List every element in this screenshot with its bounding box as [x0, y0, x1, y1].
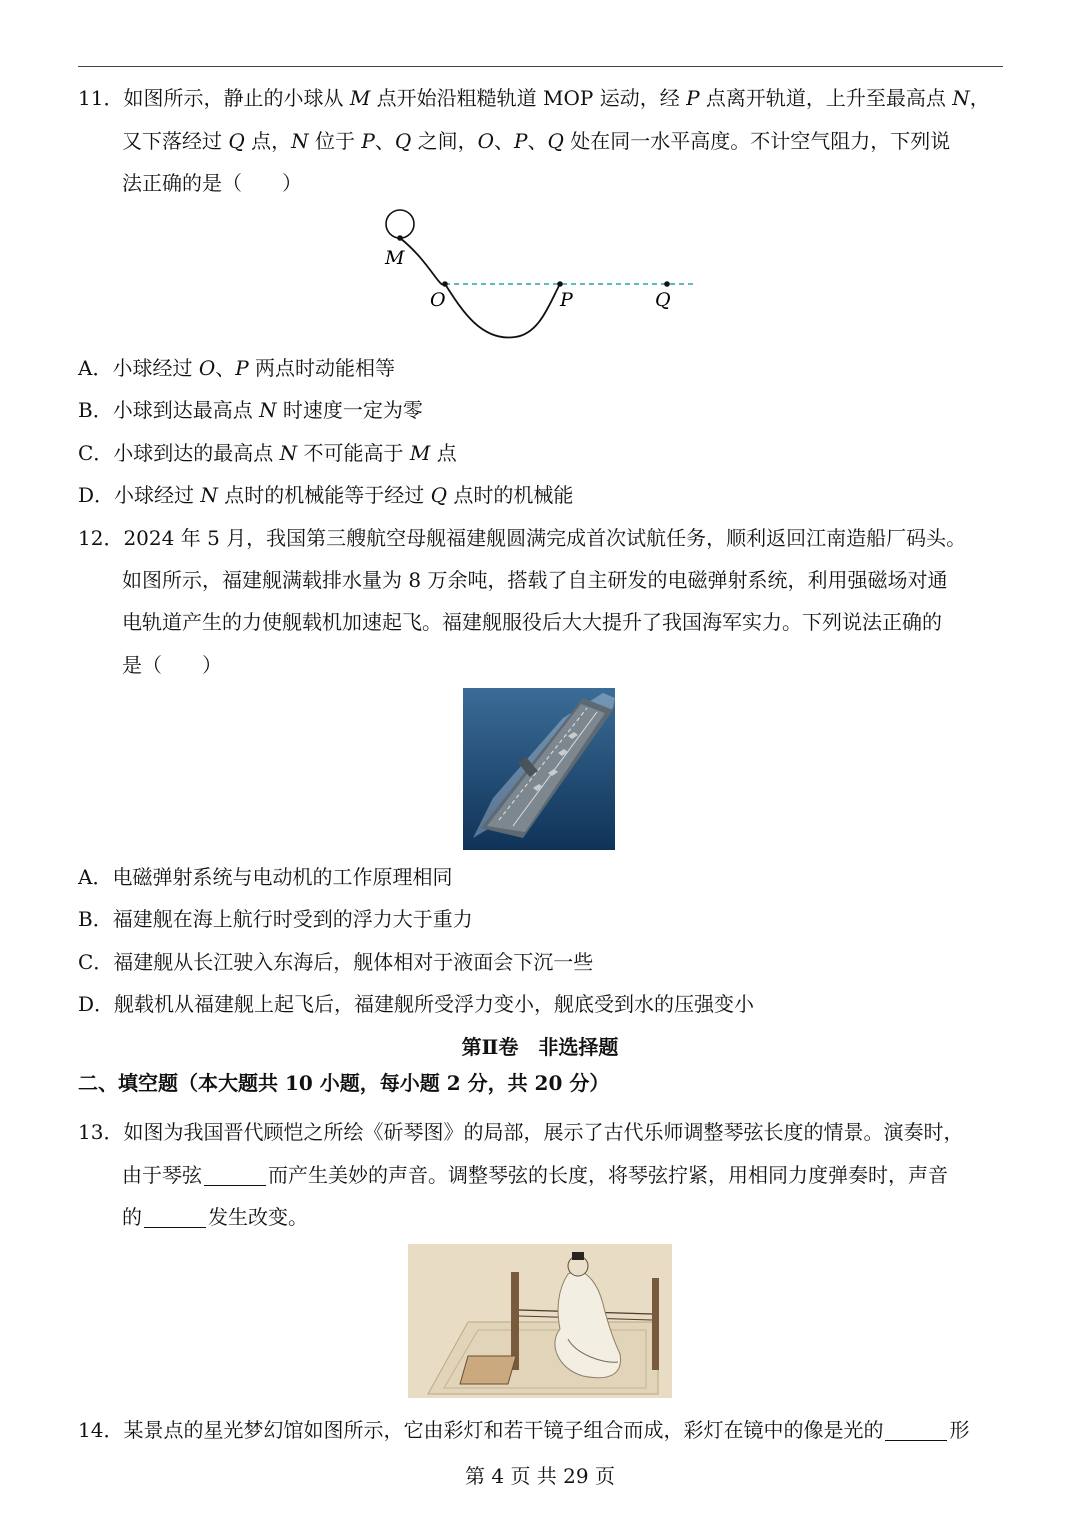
- q12-option-b: B．福建舰在海上航行时受到的浮力大于重力: [78, 907, 473, 931]
- q13-text-2b: 而产生美妙的声音。调整琴弦的长度，将琴弦拧紧，用相同力度弹奏时，声音: [268, 1163, 948, 1187]
- q12-option-a: A．电磁弹射系统与电动机的工作原理相同: [78, 865, 453, 889]
- q14-text-a: 某景点的星光梦幻馆如图所示，它由彩灯和若干镜子组合而成，彩灯在镜中的像是光的: [123, 1418, 884, 1442]
- q12-number: 12．: [78, 526, 124, 550]
- q13-text-2a: 由于琴弦: [122, 1163, 202, 1187]
- point-o: [442, 281, 448, 287]
- q13-line-2: [122, 1161, 948, 1189]
- q11-text-1: [123, 86, 989, 110]
- variable-letter: N: [279, 441, 298, 465]
- q11-line-3: [122, 169, 302, 197]
- text-segment: 又下落经过: [122, 129, 229, 153]
- variable-letter: Q: [430, 483, 448, 507]
- text-segment: 点时的机械能等于经过: [217, 483, 431, 507]
- variable-letter: P: [361, 129, 375, 153]
- variable-letter: Q: [228, 129, 245, 153]
- variable-letter: O: [198, 356, 216, 380]
- variable-letter: M: [349, 86, 371, 110]
- q13-number: 13．: [78, 1120, 124, 1144]
- text-segment: 点开始沿粗糙轨道 MOP 运动，经: [370, 86, 687, 110]
- text-segment: B．小球到达最高点: [78, 398, 260, 422]
- point-m: [397, 235, 403, 241]
- variable-letter: O: [477, 129, 494, 153]
- q11-number: 11．: [78, 86, 124, 110]
- text-segment: 两点时动能相等: [248, 356, 396, 380]
- text-segment: 点离开轨道，上升至最高点: [699, 86, 953, 110]
- q12-text-1: 2024 年 5 月，我国第三艘航空母舰福建舰圆满完成首次试航任务，顺利返回江南造船厂码头。: [123, 526, 967, 550]
- page-footer: 第 4 页 共 29 页: [465, 1464, 615, 1488]
- q13-line-1: [78, 1118, 963, 1146]
- text-segment: 法正确的是（ ）: [122, 171, 302, 195]
- variable-letter: Q: [394, 129, 412, 153]
- variable-letter: N: [200, 483, 218, 507]
- q14-blank-1[interactable]: [885, 1419, 947, 1441]
- text-segment: 时速度一定为零: [276, 398, 423, 422]
- label-m: M: [385, 247, 405, 269]
- volume-title: 第Ⅱ卷 非选择题: [461, 1035, 619, 1059]
- variable-letter: P: [513, 129, 528, 153]
- variable-letter: M: [409, 441, 431, 465]
- label-p: P: [560, 289, 573, 311]
- q14-number: 14．: [78, 1418, 124, 1442]
- q11-option-a: [78, 354, 395, 382]
- q12-option-d: D．舰载机从福建舰上起飞后，福建舰所受浮力变小，舰底受到水的压强变小: [78, 992, 755, 1016]
- q12-line-2: 如图所示，福建舰满载排水量为 8 万余吨，搭载了自主研发的电磁弹射系统，利用强磁场对通: [122, 568, 948, 592]
- q12-line-3: 电轨道产生的力使舰载机加速起飞。福建舰服役后大大提升了我国海军实力。下列说法正确的: [122, 610, 942, 634]
- q11-option-d: [78, 481, 573, 509]
- q13-line-3: [122, 1203, 308, 1231]
- variable-letter: P: [686, 86, 700, 110]
- q11-line-2: [122, 127, 950, 155]
- label-q: Q: [655, 289, 671, 311]
- q13-blank-2[interactable]: [144, 1206, 206, 1228]
- ball: [386, 210, 414, 238]
- text-segment: 不可能高于: [297, 441, 410, 465]
- text-segment: A．小球经过: [78, 356, 199, 380]
- q11-option-b: [78, 396, 423, 424]
- q14-text-b: 形: [949, 1418, 970, 1442]
- section-heading: 二、填空题（本大题共 10 小题，每小题 2 分，共 20 分）: [78, 1071, 610, 1095]
- text-segment: 、: [493, 129, 514, 153]
- text-segment: ，: [969, 86, 990, 110]
- q11-line-1: [78, 84, 990, 112]
- label-o: O: [430, 289, 446, 311]
- track-curve: [400, 238, 560, 337]
- point-q: [664, 281, 670, 287]
- text-segment: 、: [527, 129, 548, 153]
- variable-letter: N: [952, 86, 970, 110]
- q11-option-c: [78, 439, 457, 467]
- text-segment: 点时的机械能: [447, 483, 574, 507]
- point-p: [557, 281, 563, 287]
- zhuoqin-painting: [408, 1244, 672, 1398]
- variable-letter: N: [259, 398, 277, 422]
- variable-letter: P: [235, 356, 249, 380]
- text-segment: 点，: [244, 129, 292, 153]
- text-segment: C．小球到达的最高点: [78, 441, 280, 465]
- text-segment: 处在同一水平高度。不计空气阻力，下列说: [563, 129, 951, 153]
- q11-track-figure: [370, 202, 710, 347]
- variable-letter: N: [291, 129, 309, 153]
- text-segment: 、: [374, 129, 395, 153]
- aircraft-carrier-photo: [463, 688, 615, 850]
- text-segment: 、: [215, 356, 236, 380]
- variable-letter: Q: [547, 129, 564, 153]
- text-segment: D．小球经过: [78, 483, 201, 507]
- q13-text-3a: 的: [122, 1205, 142, 1229]
- q14-line-1: [78, 1416, 969, 1444]
- text-segment: 如图所示，静止的小球从: [123, 86, 350, 110]
- q13-blank-1[interactable]: [204, 1164, 266, 1186]
- q12-line-1: [78, 524, 966, 552]
- text-segment: 位于: [308, 129, 362, 153]
- q13-text-1: 如图为我国晋代顾恺之所绘《斫琴图》的局部，展示了古代乐师调整琴弦长度的情景。演奏时，: [123, 1120, 964, 1144]
- text-segment: 之间，: [411, 129, 478, 153]
- q13-text-3b: 发生改变。: [208, 1205, 308, 1229]
- q12-line-4: 是（ ）: [122, 653, 222, 677]
- header-rule: [78, 66, 1003, 67]
- text-segment: 点: [430, 441, 457, 465]
- q12-option-c: C．福建舰从长江驶入东海后，舰体相对于液面会下沉一些: [78, 950, 594, 974]
